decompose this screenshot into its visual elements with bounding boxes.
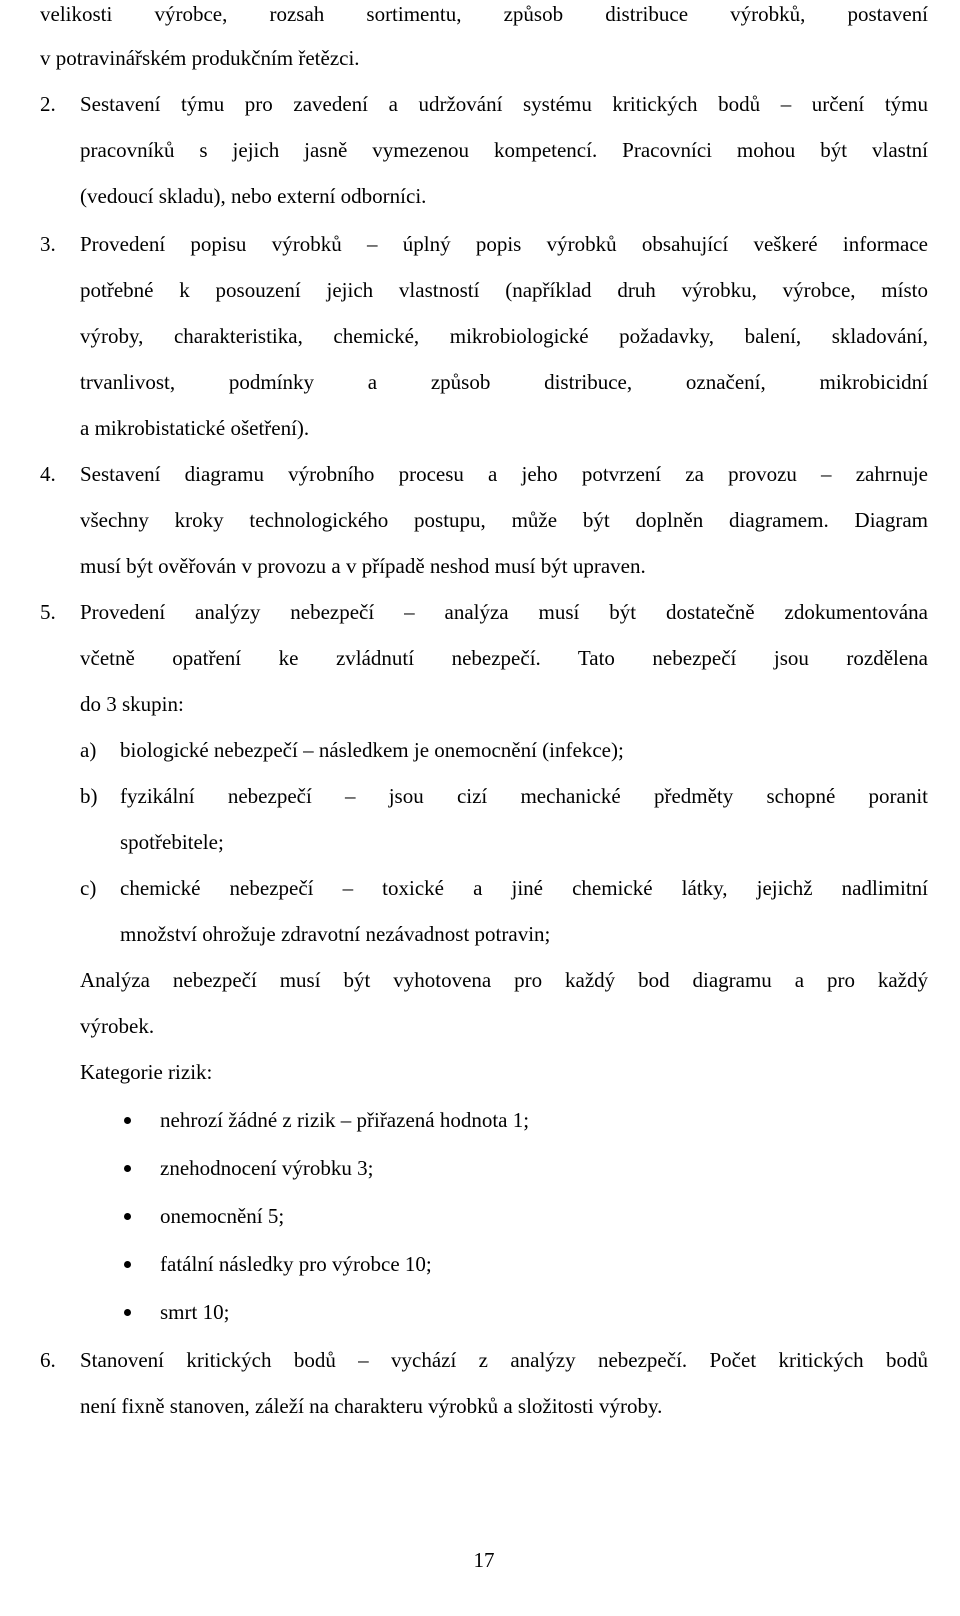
sublist-item-text: biologické nebezpečí – následkem je onemocnění (infekce); <box>120 738 624 762</box>
text-line: v potravinářském produkčním řetězci. <box>40 46 360 70</box>
text-line: všechny kroky technologického postupu, může být doplněn diagramem. Diagram <box>80 508 928 532</box>
text-line: množství ohrožuje zdravotní nezávadnost potravin; <box>120 922 551 946</box>
bullet-text: smrt 10; <box>160 1300 230 1324</box>
list-item-text: Provedení popisu výrobků – úplný popis výrobků obsahující veškeré informace <box>80 232 928 256</box>
list-number: 3. <box>40 232 56 256</box>
text-line: Analýza nebezpečí musí být vyhotovena pro každý bod diagramu a pro každý <box>80 968 928 992</box>
document-page <box>40 0 928 1616</box>
text-line: (vedoucí skladu), nebo externí odborníci. <box>80 184 427 208</box>
text-line: výroby, charakteristika, chemické, mikrobiologické požadavky, balení, skladování, <box>80 324 928 348</box>
bullet-text: fatální následky pro výrobce 10; <box>160 1252 432 1276</box>
bullet-icon <box>124 1117 131 1124</box>
list-number: 2. <box>40 92 56 116</box>
text-line: velikosti výrobce, rozsah sortimentu, způsob distribuce výrobků, postavení <box>40 2 928 26</box>
text-line: spotřebitele; <box>120 830 224 854</box>
bullet-icon <box>124 1165 131 1172</box>
sublist-letter: c) <box>80 876 97 900</box>
bullet-text: onemocnění 5; <box>160 1204 285 1228</box>
bullet-icon <box>124 1213 131 1220</box>
list-number: 5. <box>40 600 56 624</box>
page-number: 17 <box>473 1548 495 1572</box>
text-line: není fixně stanoven, záleží na charakteru výrobků a složitosti výroby. <box>80 1394 663 1418</box>
text-line: potřebné k posouzení jejich vlastností (například druh výrobku, výrobce, místo <box>80 278 928 302</box>
bullet-icon <box>124 1309 131 1316</box>
sublist-item-text: chemické nebezpečí – toxické a jiné chemické látky, jejichž nadlimitní <box>120 876 928 900</box>
list-item-text: Provedení analýzy nebezpečí – analýza musí být dostatečně zdokumentována <box>80 600 928 624</box>
text-line: musí být ověřován v provozu a v případě neshod musí být upraven. <box>80 554 646 578</box>
sublist-letter: b) <box>80 784 98 808</box>
text-line: pracovníků s jejich jasně vymezenou kompetencí. Pracovníci mohou být vlastní <box>80 138 928 162</box>
sublist-letter: a) <box>80 738 97 762</box>
list-number: 6. <box>40 1348 56 1372</box>
bullet-text: nehrozí žádné z rizik – přiřazená hodnota 1; <box>160 1108 530 1132</box>
text-line: trvanlivost, podmínky a způsob distribuce, označení, mikrobicidní <box>80 370 928 394</box>
bullet-icon <box>124 1261 131 1268</box>
text-line: Kategorie rizik: <box>80 1060 213 1084</box>
list-item-text: Sestavení týmu pro zavedení a udržování systému kritických bodů – určení týmu <box>80 92 928 116</box>
list-number: 4. <box>40 462 56 486</box>
sublist-item-text: fyzikální nebezpečí – jsou cizí mechanické předměty schopné poranit <box>120 784 928 808</box>
list-item-text: Stanovení kritických bodů – vychází z analýzy nebezpečí. Počet kritických bodů <box>80 1348 928 1372</box>
text-line: výrobek. <box>80 1014 155 1038</box>
list-item-text: Sestavení diagramu výrobního procesu a jeho potvrzení za provozu – zahrnuje <box>80 462 928 486</box>
text-line: do 3 skupin: <box>80 692 184 716</box>
text-line: včetně opatření ke zvládnutí nebezpečí. Tato nebezpečí jsou rozdělena <box>80 646 928 670</box>
text-line: a mikrobistatické ošetření). <box>80 416 310 440</box>
bullet-text: znehodnocení výrobku 3; <box>160 1156 374 1180</box>
